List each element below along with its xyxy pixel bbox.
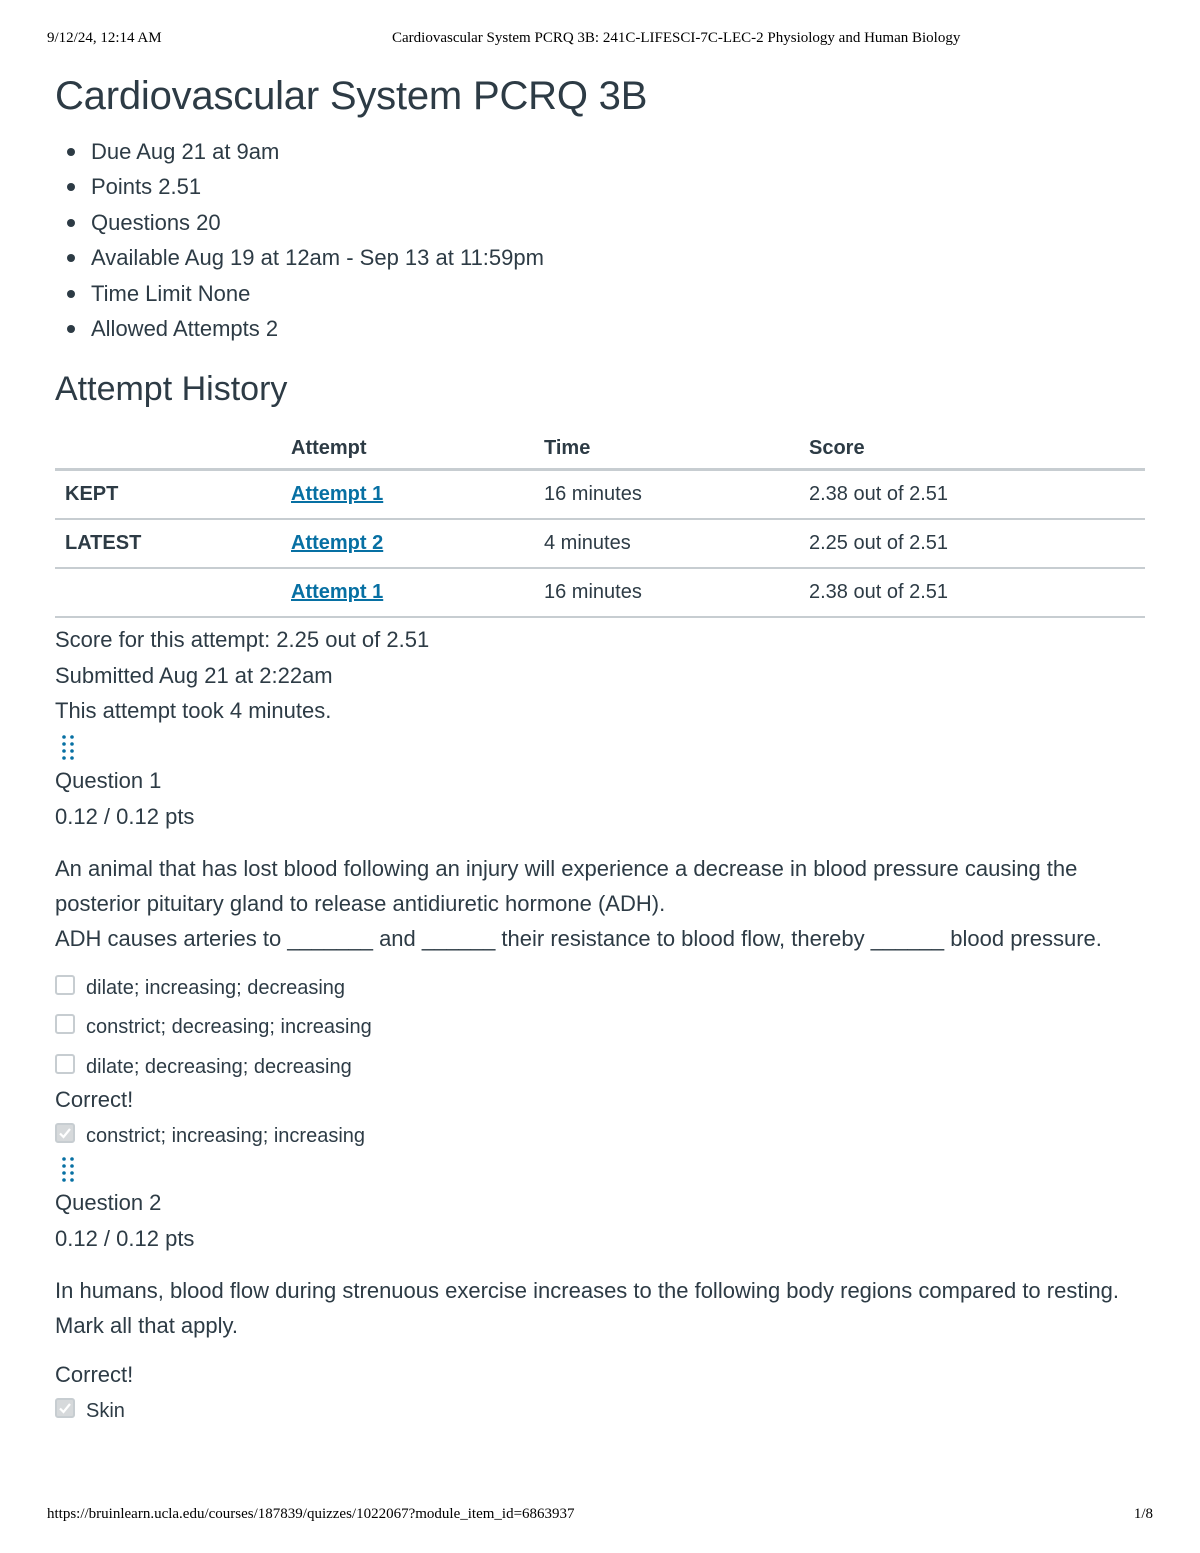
question-points: 0.12 / 0.12 pts xyxy=(55,803,195,829)
answer-label: constrict; decreasing; increasing xyxy=(86,1016,372,1039)
detail-text: Due Aug 21 at 9am xyxy=(91,139,280,164)
print-footer xyxy=(47,1506,1153,1526)
answer-option-correct xyxy=(55,1398,1145,1438)
attempt-score-text: Score for this attempt: 2.25 out of 2.51 xyxy=(55,627,430,653)
answer-list xyxy=(55,975,1145,1155)
detail-text: Questions 20 xyxy=(91,209,221,235)
checkbox[interactable] xyxy=(55,975,75,995)
detail-text: Allowed Attempts 2 xyxy=(91,316,279,342)
question-text-line: An animal that has lost blood following an injury will experience a decrease in blood pressure causing the posterior pituitary gland to release antidiuretic hormone (ADH). xyxy=(55,855,1078,917)
attempt-score: 2.38 out of 2.51 xyxy=(809,568,1145,617)
attempt-summary xyxy=(55,622,1145,728)
quiz-content xyxy=(55,70,1145,1437)
detail-text: Available Aug 19 at 12am - Sep 13 at 11:59pm xyxy=(91,245,544,271)
answer-label: constrict; increasing; increasing xyxy=(86,1124,366,1147)
detail-due xyxy=(55,134,1145,169)
column-header-attempt: Attempt xyxy=(291,428,544,470)
print-datetime: 9/12/24, 12:14 AM xyxy=(47,30,162,46)
checkbox[interactable] xyxy=(55,1054,75,1074)
bullet-icon xyxy=(67,148,75,156)
row-label: LATEST xyxy=(55,519,291,568)
checkbox[interactable] xyxy=(55,1014,75,1034)
drag-handle-icon[interactable] xyxy=(59,733,79,763)
bullet-icon xyxy=(67,325,75,333)
attempt-time: 16 minutes xyxy=(544,568,809,617)
attempt-history-title: Attempt History xyxy=(55,370,288,409)
column-header-label xyxy=(55,428,291,470)
checkmark-icon xyxy=(58,1401,72,1415)
attempt-link[interactable]: Attempt 2 xyxy=(291,532,384,555)
detail-available xyxy=(55,240,1145,275)
detail-text: Points 2.51 xyxy=(91,174,202,200)
page-title: Cardiovascular System PCRQ 3B xyxy=(55,74,648,118)
attempt-time: 4 minutes xyxy=(544,519,809,568)
question-text-line: ADH causes arteries to _______ and ______ their resistance to blood flow, thereby ______ blood pressure. xyxy=(55,926,1102,952)
bullet-icon xyxy=(67,254,75,262)
question-1 xyxy=(55,733,1145,1155)
print-document-title: Cardiovascular System PCRQ 3B: 241C-LIFESCI-7C-LEC-2 Physiology and Human Biology xyxy=(392,30,961,46)
answer-option xyxy=(55,1054,1145,1087)
submitted-text: Submitted Aug 21 at 2:22am xyxy=(55,662,333,688)
attempt-time: 16 minutes xyxy=(544,470,809,520)
bullet-icon xyxy=(67,290,75,298)
table-row xyxy=(55,519,1145,568)
bullet-icon xyxy=(67,219,75,227)
checked-checkbox[interactable] xyxy=(55,1398,75,1418)
answer-option xyxy=(55,975,1145,1015)
detail-text: Time Limit None xyxy=(91,280,251,306)
detail-questions xyxy=(55,205,1145,240)
question-points: 0.12 / 0.12 pts xyxy=(55,1225,195,1251)
answer-label: dilate; decreasing; decreasing xyxy=(86,1055,352,1078)
print-header xyxy=(47,30,1153,50)
quiz-details-list xyxy=(55,134,1145,346)
attempt-link[interactable]: Attempt 1 xyxy=(291,581,384,604)
page-number: 1/8 xyxy=(1133,1506,1153,1522)
attempt-score: 2.38 out of 2.51 xyxy=(809,470,1145,520)
answer-option xyxy=(55,1014,1145,1054)
table-row xyxy=(55,470,1145,520)
correct-answer-label: Correct! xyxy=(55,1086,134,1112)
table-row xyxy=(55,568,1145,617)
question-title: Question 1 xyxy=(55,767,162,793)
answer-option-correct xyxy=(55,1123,1145,1155)
question-2 xyxy=(55,1155,1145,1437)
answer-label: dilate; increasing; decreasing xyxy=(86,976,346,999)
column-header-time: Time xyxy=(544,428,809,470)
drag-handle-icon[interactable] xyxy=(59,1155,79,1185)
column-header-score: Score xyxy=(809,428,1145,470)
print-url: https://bruinlearn.ucla.edu/courses/187839/quizzes/1022067?module_item_id=6863937 xyxy=(47,1506,575,1522)
answer-list xyxy=(55,1362,1145,1438)
question-text xyxy=(55,851,1145,957)
attempt-history-table xyxy=(55,428,1145,618)
answer-label: Skin xyxy=(86,1399,125,1422)
question-text: In humans, blood flow during strenuous exercise increases to the following body regions compared to resting. Mark all that apply. xyxy=(55,1277,1119,1339)
table-header-row xyxy=(55,428,1145,470)
detail-points xyxy=(55,169,1145,204)
correct-answer-label: Correct! xyxy=(55,1361,134,1387)
bullet-icon xyxy=(67,183,75,191)
detail-allowed-attempts xyxy=(55,311,1145,346)
row-label: KEPT xyxy=(55,470,291,520)
detail-time-limit xyxy=(55,276,1145,311)
checked-checkbox[interactable] xyxy=(55,1123,75,1143)
checkmark-icon xyxy=(58,1126,72,1140)
attempt-link[interactable]: Attempt 1 xyxy=(291,483,384,506)
attempt-score: 2.25 out of 2.51 xyxy=(809,519,1145,568)
row-label xyxy=(55,568,291,617)
question-title: Question 2 xyxy=(55,1189,162,1215)
duration-text: This attempt took 4 minutes. xyxy=(55,698,332,724)
